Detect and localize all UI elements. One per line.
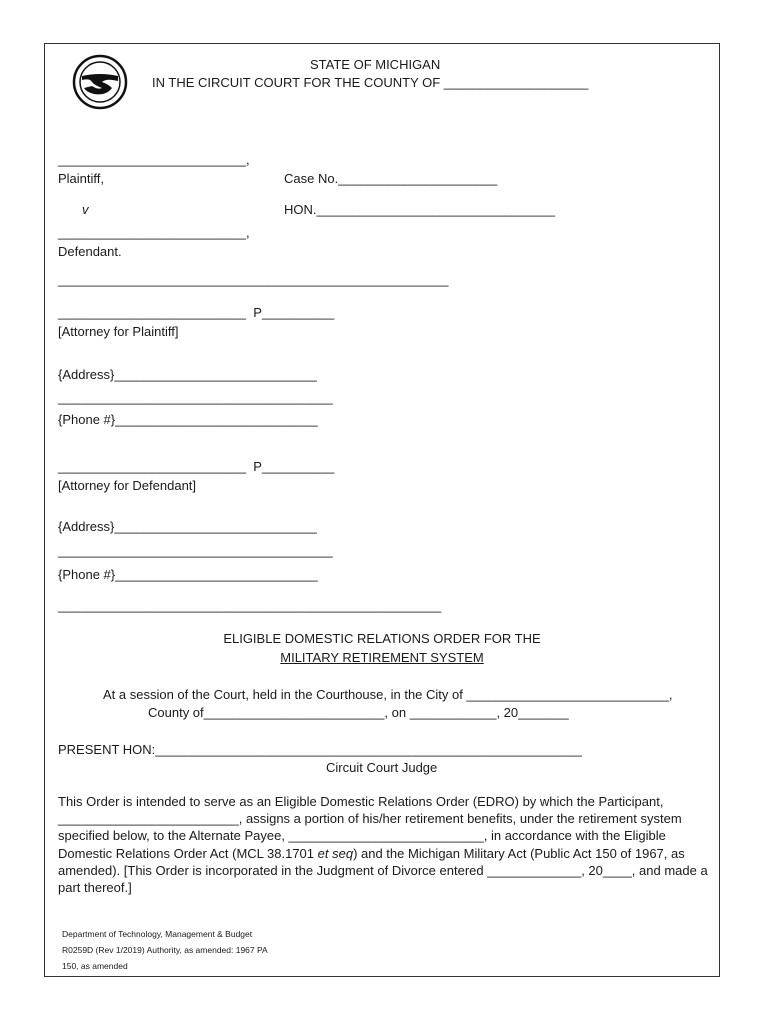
present-hon-field[interactable]: PRESENT HON:___________________________________________________________: [58, 742, 582, 757]
hon-field[interactable]: HON._________________________________: [284, 202, 556, 217]
attorney-defendant-name-field[interactable]: __________________________ P__________: [58, 459, 335, 474]
court-heading: IN THE CIRCUIT COURT FOR THE COUNTY OF ____________________: [152, 75, 589, 90]
attorney-plaintiff-address-field[interactable]: {Address}____________________________: [58, 367, 317, 382]
attorney-plaintiff-name-field[interactable]: __________________________ P__________: [58, 305, 335, 320]
separator-line: _____________________________________________________: [58, 598, 442, 613]
attorney-defendant-address2-field[interactable]: ______________________________________: [58, 543, 333, 558]
session-line[interactable]: At a session of the Court, held in the Courthouse, in the City of ____________________________,: [103, 687, 673, 702]
attorney-plaintiff-label: [Attorney for Plaintiff]: [58, 324, 179, 339]
attorney-defendant-phone-field[interactable]: {Phone #}____________________________: [58, 567, 318, 582]
plaintiff-name-field[interactable]: __________________________,: [58, 152, 250, 167]
defendant-label: Defendant.: [58, 244, 122, 259]
order-title-line1: ELIGIBLE DOMESTIC RELATIONS ORDER FOR THE: [223, 631, 541, 646]
separator-line: ______________________________________________________: [58, 272, 449, 287]
et-seq-italic: et seq: [317, 845, 354, 861]
judge-label: Circuit Court Judge: [326, 760, 438, 775]
order-body-paragraph: This Order is intended to serve as an Eligible Domestic Relations Order (EDRO) by which the Participant, _________________________, assigns a portion of his/her retirement benefits, under the retirement system specified below, to the Alternate Payee, ___________________________, in accordance with the Eligible Domestic Relations Order Act (MCL 38.1701 et seq) and the Michigan Military Act (Public Act 150 of 1967, as amended). [This Order is incorporated in the Judgment of Divorce entered _____________, 20____, and made a part thereof.]: [58, 794, 708, 896]
footer-department: Department of Technology, Management & Budget: [62, 929, 253, 939]
state-heading: STATE OF MICHIGAN: [310, 57, 441, 72]
defendant-name-field[interactable]: __________________________,: [58, 225, 250, 240]
order-title-line2: MILITARY RETIREMENT SYSTEM: [280, 650, 484, 665]
michigan-seal-icon: [72, 54, 128, 110]
attorney-plaintiff-address2-field[interactable]: ______________________________________: [58, 390, 333, 405]
county-date-line[interactable]: County of_________________________, on ____________, 20_______: [148, 705, 569, 720]
versus-label: v: [82, 202, 89, 217]
attorney-plaintiff-phone-field[interactable]: {Phone #}____________________________: [58, 412, 318, 427]
footer-form-id: R0259D (Rev 1/2019) Authority, as amended: 1967 PA: [62, 945, 268, 955]
attorney-defendant-label: [Attorney for Defendant]: [58, 478, 197, 493]
attorney-defendant-address-field[interactable]: {Address}____________________________: [58, 519, 317, 534]
plaintiff-label: Plaintiff,: [58, 171, 105, 186]
case-number-field[interactable]: Case No.______________________: [284, 171, 498, 186]
footer-authority: 150, as amended: [62, 961, 128, 971]
